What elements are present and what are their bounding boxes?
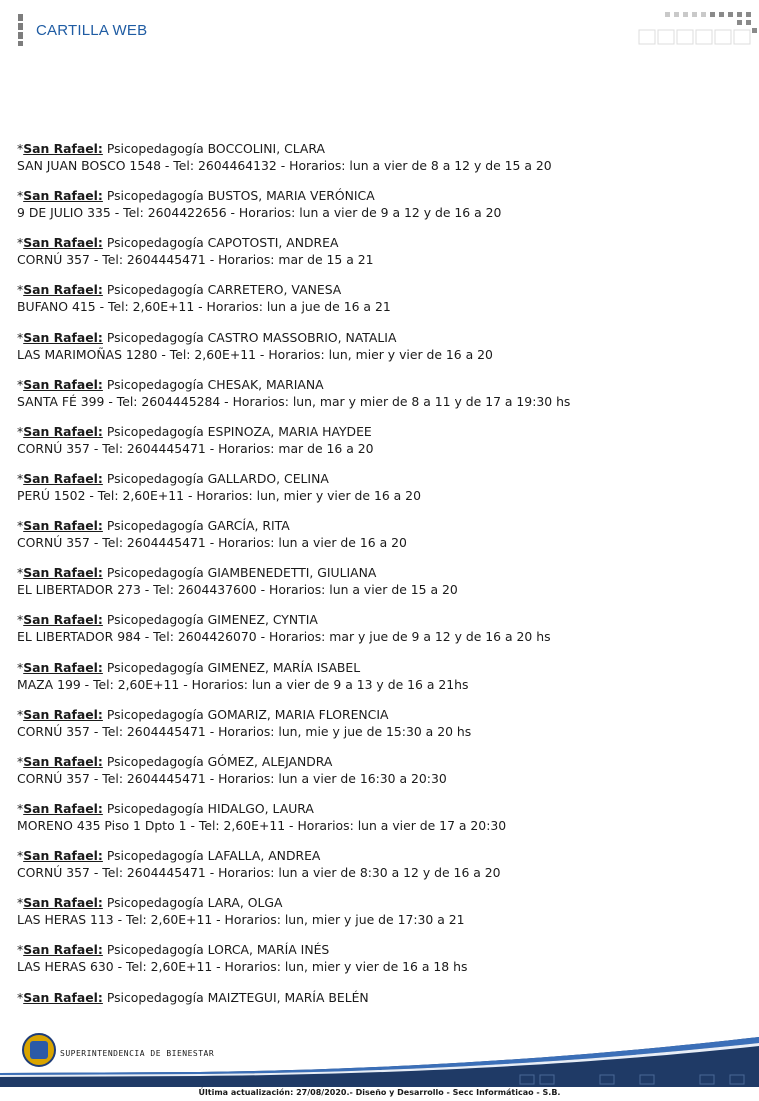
entry-location: San Rafael:: [23, 423, 103, 439]
footer-wave-band: [0, 1035, 759, 1087]
entry-provider-name: Psicopedagogía BOCCOLINI, CLARA: [106, 141, 325, 156]
entry-details: BUFANO 415 - Tel: 2,60E+11 - Horarios: lun a jue de 16 a 21: [17, 299, 391, 315]
entry-details: EL LIBERTADOR 984 - Tel: 2604426070 - Horarios: mar y jue de 9 a 12 y de 16 a 20 hs: [17, 629, 551, 645]
entry-location: San Rafael:: [23, 942, 103, 958]
entry-heading: *San Rafael: Psicopedagogía HIDALGO, LAURA: [17, 800, 314, 816]
entry-provider-name: Psicopedagogía GIMENEZ, CYNTIA: [106, 612, 318, 628]
entry-details: CORNÚ 357 - Tel: 2604445471 - Horarios: mar de 16 a 20: [17, 440, 374, 456]
list-item: [17, 800, 747, 847]
entry-details: SANTA FÉ 399 - Tel: 2604445284 - Horarios: lun, mar y mier de 8 a 11 y de 17 a 19:30 hs: [17, 393, 571, 409]
entry-heading: *San Rafael: Psicopedagogía LARA, OLGA: [17, 895, 283, 911]
list-item: [17, 234, 747, 281]
entry-heading: *San Rafael: Psicopedagogía CHESAK, MARIANA: [17, 376, 324, 392]
entry-provider-name: Psicopedagogía ESPINOZA, MARIA HAYDEE: [106, 423, 372, 439]
entry-heading: *San Rafael: Psicopedagogía CAPOTOSTI, ANDREA: [17, 235, 339, 251]
list-item: [17, 941, 747, 988]
entry-provider-name: Psicopedagogía GOMARIZ, MARIA FLORENCIA: [106, 706, 389, 722]
entry-provider-name: Psicopedagogía CARRETERO, VANESA: [106, 282, 342, 298]
entry-details: LAS HERAS 630 - Tel: 2,60E+11 - Horarios: lun, mier y vier de 16 a 18 hs: [17, 959, 468, 975]
provider-list: [17, 140, 747, 1036]
page-footer: [0, 1025, 759, 1101]
list-item: [17, 611, 747, 658]
entry-provider-name: Psicopedagogía GARCÍA, RITA: [106, 518, 290, 534]
entry-provider-name: Psicopedagogía GIAMBENEDETTI, GIULIANA: [106, 565, 377, 581]
entry-provider-name: Psicopedagogía LORCA, MARÍA INÉS: [106, 942, 330, 958]
entry-location: San Rafael:: [23, 329, 103, 345]
entry-heading: *San Rafael: Psicopedagogía GIAMBENEDETTI, GIULIANA: [17, 565, 377, 581]
entry-heading: *San Rafael: Psicopedagogía BUSTOS, MARIA VERÓNICA: [17, 188, 375, 204]
entry-heading: *San Rafael: Psicopedagogía CASTRO MASSOBRIO, NATALIA: [17, 329, 397, 345]
list-item: [17, 753, 747, 800]
pixel-mosaic-icon: [637, 8, 759, 48]
entry-provider-name: Psicopedagogía MAIZTEGUI, MARÍA BELÉN: [106, 989, 369, 1005]
entry-heading: *San Rafael: Psicopedagogía GÓMEZ, ALEJANDRA: [17, 753, 333, 769]
entry-location: San Rafael:: [23, 188, 103, 204]
entry-location: San Rafael:: [23, 141, 103, 156]
entry-details: PERÚ 1502 - Tel: 2,60E+11 - Horarios: lun, mier y vier de 16 a 20: [17, 487, 421, 503]
list-item: [17, 470, 747, 517]
entry-location: San Rafael:: [23, 848, 103, 864]
entry-details: EL LIBERTADOR 273 - Tel: 2604437600 - Horarios: lun a vier de 15 a 20: [17, 582, 458, 598]
entry-details: CORNÚ 357 - Tel: 2604445471 - Horarios: mar de 15 a 21: [17, 252, 374, 268]
entry-location: San Rafael:: [23, 612, 103, 628]
entry-provider-name: Psicopedagogía LARA, OLGA: [106, 895, 283, 911]
entry-details: LAS HERAS 113 - Tel: 2,60E+11 - Horarios: lun, mier y jue de 17:30 a 21: [17, 912, 465, 928]
list-item: [17, 659, 747, 706]
entry-provider-name: Psicopedagogía GÓMEZ, ALEJANDRA: [106, 753, 333, 769]
entry-provider-name: Psicopedagogía CHESAK, MARIANA: [106, 376, 324, 392]
entry-heading: *San Rafael: Psicopedagogía GALLARDO, CELINA: [17, 470, 329, 486]
entry-heading: *San Rafael: Psicopedagogía GIMENEZ, CYNTIA: [17, 612, 318, 628]
entry-location: San Rafael:: [23, 235, 103, 251]
entry-location: San Rafael:: [23, 659, 103, 675]
entry-details: MORENO 435 Piso 1 Dpto 1 - Tel: 2,60E+11 - Horarios: lun a vier de 17 a 20:30: [17, 817, 507, 833]
list-item: [17, 706, 747, 753]
entry-details: CORNÚ 357 - Tel: 2604445471 - Horarios: lun a vier de 8:30 a 12 y de 16 a 20: [17, 865, 501, 881]
list-item: [17, 847, 747, 894]
list-item: [17, 376, 747, 423]
institution-seal-icon: [22, 1033, 56, 1067]
header-bar-icon: [18, 41, 23, 46]
entry-location: San Rafael:: [23, 565, 103, 581]
list-item: [17, 517, 747, 564]
entry-heading: *San Rafael: Psicopedagogía BOCCOLINI, CLARA: [17, 141, 325, 156]
header-bar-icon: [18, 14, 23, 21]
last-update-note: Última actualización: 27/08/2020.- Diseño y Desarrollo - Secc Informáticao - S.B.: [198, 1088, 561, 1097]
list-item: [17, 140, 747, 187]
entry-location: San Rafael:: [23, 800, 103, 816]
entry-location: San Rafael:: [23, 282, 103, 298]
list-item: [17, 281, 747, 328]
entry-details: SAN JUAN BOSCO 1548 - Tel: 2604464132 - Horarios: lun a vier de 8 a 12 y de 15 a 20: [17, 158, 552, 173]
header-bar-icon: [18, 23, 23, 30]
header-bar-icon: [18, 32, 23, 39]
list-item: [17, 329, 747, 376]
entry-provider-name: Psicopedagogía CAPOTOSTI, ANDREA: [106, 235, 339, 251]
list-item: [17, 894, 747, 941]
organization-name: SUPERINTENDENCIA DE BIENESTAR: [60, 1049, 215, 1058]
entry-details: 9 DE JULIO 335 - Tel: 2604422656 - Horarios: lun a vier de 9 a 12 y de 16 a 20: [17, 205, 502, 221]
list-item: [17, 564, 747, 611]
entry-provider-name: Psicopedagogía GALLARDO, CELINA: [106, 470, 329, 486]
entry-heading: *San Rafael: Psicopedagogía GARCÍA, RITA: [17, 518, 290, 534]
entry-location: San Rafael:: [23, 706, 103, 722]
entry-location: San Rafael:: [23, 895, 103, 911]
entry-provider-name: Psicopedagogía BUSTOS, MARIA VERÓNICA: [106, 188, 375, 204]
entry-details: LAS MARIMOÑAS 1280 - Tel: 2,60E+11 - Horarios: lun, mier y vier de 16 a 20: [17, 346, 493, 362]
entry-heading: *San Rafael: Psicopedagogía MAIZTEGUI, MARÍA BELÉN: [17, 989, 369, 1005]
entry-heading: *San Rafael: Psicopedagogía LORCA, MARÍA INÉS: [17, 942, 330, 958]
entry-provider-name: Psicopedagogía HIDALGO, LAURA: [106, 800, 314, 816]
entry-details: CORNÚ 357 - Tel: 2604445471 - Horarios: lun, mie y jue de 15:30 a 20 hs: [17, 723, 472, 739]
page-header: [0, 0, 759, 60]
entry-details: CORNÚ 357 - Tel: 2604445471 - Horarios: lun a vier de 16 a 20: [17, 535, 407, 551]
entry-details: CORNÚ 357 - Tel: 2604445471 - Horarios: lun a vier de 16:30 a 20:30: [17, 770, 447, 786]
entry-heading: *San Rafael: Psicopedagogía CARRETERO, VANESA: [17, 282, 342, 298]
entry-heading: *San Rafael: Psicopedagogía GIMENEZ, MARÍA ISABEL: [17, 659, 361, 675]
entry-location: San Rafael:: [23, 470, 103, 486]
list-item: [17, 423, 747, 470]
entry-provider-name: Psicopedagogía GIMENEZ, MARÍA ISABEL: [106, 659, 361, 675]
entry-location: San Rafael:: [23, 376, 103, 392]
entry-heading: *San Rafael: Psicopedagogía LAFALLA, ANDREA: [17, 848, 321, 864]
entry-details: MAZA 199 - Tel: 2,60E+11 - Horarios: lun a vier de 9 a 13 y de 16 a 21hs: [17, 676, 469, 692]
page-title: CARTILLA WEB: [36, 22, 148, 39]
entry-location: San Rafael:: [23, 989, 103, 1005]
entry-location: San Rafael:: [23, 518, 103, 534]
entry-provider-name: Psicopedagogía CASTRO MASSOBRIO, NATALIA: [106, 329, 397, 345]
list-item: [17, 187, 747, 234]
entry-heading: *San Rafael: Psicopedagogía GOMARIZ, MARIA FLORENCIA: [17, 706, 389, 722]
entry-provider-name: Psicopedagogía LAFALLA, ANDREA: [106, 848, 321, 864]
entry-heading: *San Rafael: Psicopedagogía ESPINOZA, MARIA HAYDEE: [17, 423, 372, 439]
entry-location: San Rafael:: [23, 753, 103, 769]
